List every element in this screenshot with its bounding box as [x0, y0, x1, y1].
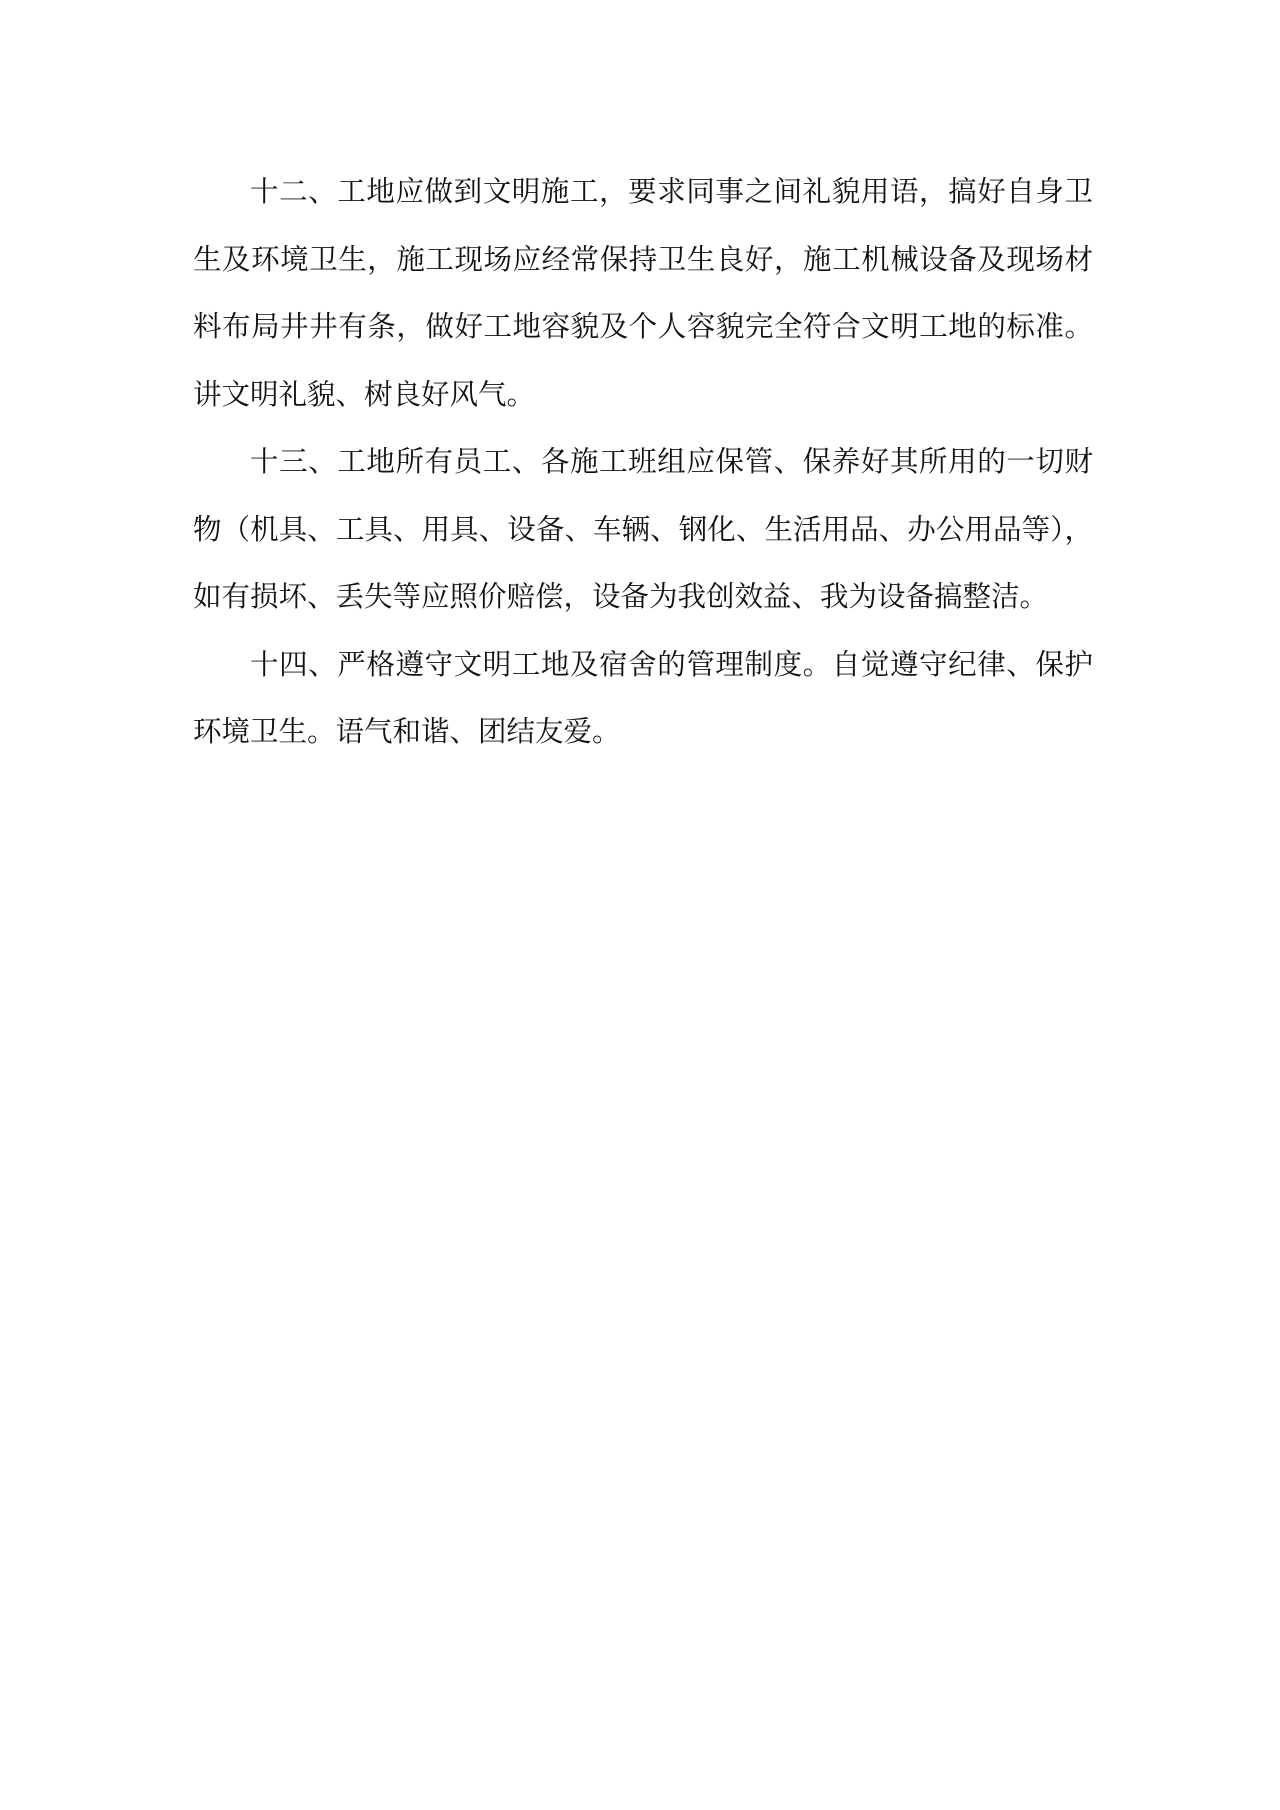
- document-body: [193, 158, 1093, 766]
- paragraph-13: 十三、工地所有员工、各施工班组应保管、保养好其所用的一切财物（机具、工具、用具、设备、车辆、钢化、生活用品、办公用品等），如有损坏、丢失等应照价赔偿，设备为我创效益、我为设备搞整洁。: [193, 445, 1093, 613]
- paragraph-14: 十四、严格遵守文明工地及宿舍的管理制度。自觉遵守纪律、保护环境卫生。语气和谐、团结友爱。: [193, 647, 1093, 748]
- paragraph-12: 十二、工地应做到文明施工，要求同事之间礼貌用语，搞好自身卫生及环境卫生，施工现场应经常保持卫生良好，施工机械设备及现场材料布局井井有条，做好工地容貌及个人容貌完全符合文明工地的标准。讲文明礼貌、树良好风气。: [193, 175, 1093, 411]
